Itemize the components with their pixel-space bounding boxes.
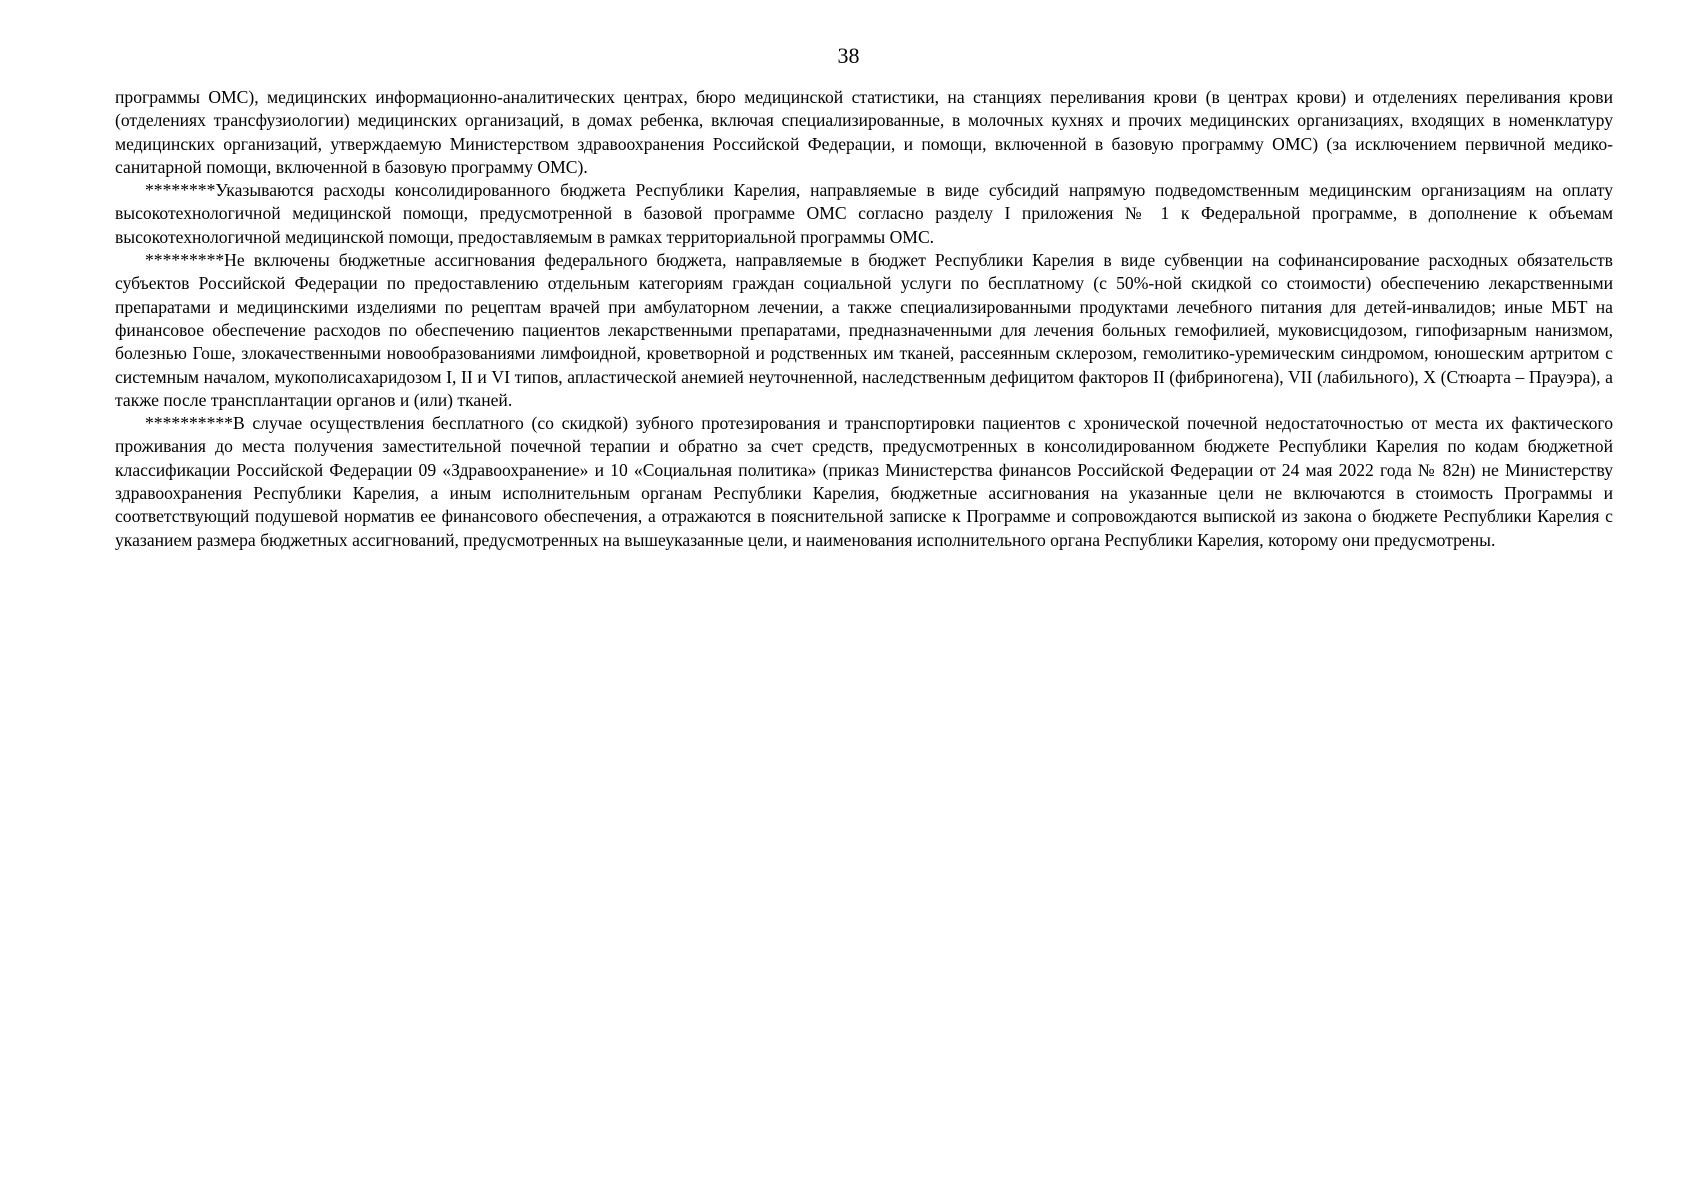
footnote-paragraph-9: *********Не включены бюджетные ассигнования федерального бюджета, направляемые в бюджет Республики Карелия в виде субвенции на софинансирование расходных обязательств субъектов Российской Федерации по предоставлению отдельным категориям граждан социальной услуги по бесплатному (с 50%-ной скидкой со стоимости) обеспечению лекарственными препаратами и медицинскими изделиями по рецептам врачей при амбулаторном лечении, а также специализированными продуктами лечебного питания для детей-инвалидов; иные МБТ на финансовое обеспечение расходов по обеспечению пациентов лекарственными препаратами, предназначенными для лечения больных гемофилией, муковисцидозом, гипофизарным нанизмом, болезнью Гоше, злокачественными новообразованиями лимфоидной, кроветворной и родственных им тканей, рассеянным склерозом, гемолитико-уремическим синдромом, юношеским артритом с системным началом, мукополисахаридозом I, II и VI типов, апластической анемией неуточненной, наследственным дефицитом факторов II (фибриногена), VII (лабильного), X (Стюарта – Прауэра), а также после трансплантации органов и (или) тканей. [115,250,1613,410]
footnote-paragraph-8: ********Указываются расходы консолидированного бюджета Республики Карелия, направляемые в виде субсидий напрямую подведомственным медицинским организациям на оплату высокотехнологичной медицинской помощи, предусмотренной в базовой программе ОМС согласно разделу I приложения № 1 к Федеральной программе, в дополнение к объемам высокотехнологичной медицинской помощи, предоставляемым в рамках территориальной программы ОМС. [115,180,1613,247]
document-body [115,86,1613,552]
page-number: 38 [837,43,860,68]
footnote-paragraph-10: **********В случае осуществления бесплатного (со скидкой) зубного протезирования и транспортировки пациентов с хронической почечной недостаточностью от места их фактического проживания до места получения заместительной почечной терапии и обратно за счет средств, предусмотренных в консолидированном бюджете Республики Карелия по кодам бюджетной классификации Российской Федерации 09 «Здравоохранение» и 10 «Социальная политика» (приказ Министерства финансов Российской Федерации от 24 мая 2022 года № 82н) не Министерству здравоохранения Республики Карелия, а иным исполнительным органам Республики Карелия, бюджетные ассигнования на указанные цели не включаются в стоимость Программы и соответствующий подушевой норматив ее финансового обеспечения, а отражаются в пояснительной записке к Программе и сопровождаются выпиской из закона о бюджете Республики Карелия с указанием размера бюджетных ассигнований, предусмотренных на вышеуказанные цели, и наименования исполнительного органа Республики Карелия, которому они предусмотрены. [115,413,1613,550]
paragraph-continuation: программы ОМС), медицинских информационно-аналитических центрах, бюро медицинской статистики, на станциях переливания крови (в центрах крови) и отделениях переливания крови (отделениях трансфузиологии) медицинских организаций, в домах ребенка, включая специализированные, в молочных кухнях и прочих медицинских организациях, входящих в номенклатуру медицинских организаций, утверждаемую Министерством здравоохранения Российской Федерации, и помощи, включенной в базовую программу ОМС) (за исключением первичной медико-санитарной помощи, включенной в базовую программу ОМС). [115,87,1613,177]
